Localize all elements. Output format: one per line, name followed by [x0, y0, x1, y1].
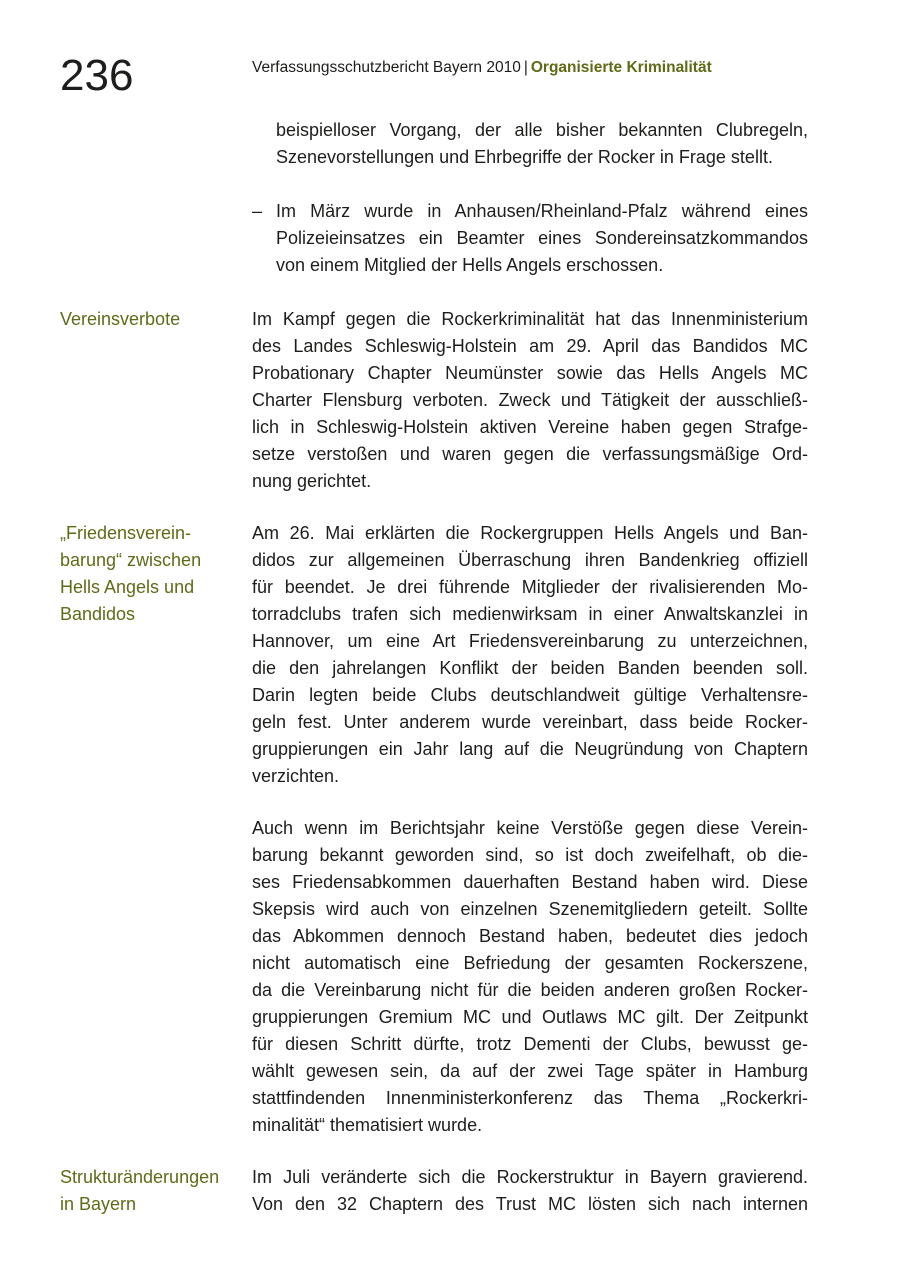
side-label-strukturaenderungen: [60, 1164, 245, 1218]
text-line: torradclubs trafen sich medienwirksam in einer Anwaltskanzlei in: [252, 604, 808, 624]
text-line: von einem Mitglied der Hells Angels erschossen.: [276, 255, 664, 275]
side-label-line: Strukturänderungen: [60, 1167, 220, 1187]
text-line: Hannover, um eine Art Friedensvereinbarung zu unterzeichnen,: [252, 631, 808, 651]
paragraph-vereinsverbote: [252, 306, 808, 495]
text-line: für beendet. Je drei führende Mitglieder der rivalisierenden Mo-: [252, 577, 808, 597]
text-line: stattfindenden Innenministerkonferenz das Thema „Rockerkri-: [252, 1088, 808, 1108]
text-line: verzichten.: [252, 766, 340, 786]
text-line: lich in Schleswig-Holstein aktiven Vereine haben gegen Strafge-: [252, 417, 808, 437]
header-separator: |: [523, 59, 528, 76]
text-line: die den jahrelangen Konflikt der beiden Banden beenden soll.: [252, 658, 808, 678]
dash-bullet: –: [252, 201, 263, 221]
running-head: [252, 58, 712, 78]
text-line: Im Kampf gegen die Rockerkriminalität hat das Innenministerium: [252, 309, 808, 329]
text-line: Charter Flensburg verboten. Zweck und Tätigkeit der ausschließ-: [252, 390, 808, 410]
text-line: Darin legten beide Clubs deutschlandweit gültige Verhaltensre-: [252, 685, 808, 705]
side-label-line: Bandidos: [60, 604, 136, 624]
continuation-paragraph: [276, 117, 808, 171]
side-label-line: in Bayern: [60, 1194, 137, 1214]
text-line: gruppierungen ein Jahr lang auf die Neugründung von Chaptern: [252, 739, 808, 759]
page-number: 236: [60, 51, 134, 100]
paragraph-friedensvereinbarung: [252, 520, 808, 790]
text-line: minalität“ thematisiert wurde.: [252, 1115, 483, 1135]
text-line: Auch wenn im Berichtsjahr keine Verstöße gegen diese Verein-: [252, 818, 808, 838]
text-line: barung bekannt geworden sind, so ist doch zweifelhaft, ob die-: [252, 845, 808, 865]
text-line: Szenevorstellungen und Ehrbegriffe der Rocker in Frage stellt.: [276, 147, 773, 167]
text-line: Von den 32 Chaptern des Trust MC lösten sich nach internen: [252, 1194, 808, 1214]
text-line: setze verstoßen und waren gegen die verfassungsmäßige Ord-: [252, 444, 808, 464]
text-line: Probationary Chapter Neumünster sowie das Hells Angels MC: [252, 363, 808, 383]
side-label-line: barung“ zwischen: [60, 550, 202, 570]
text-line: Skepsis wird auch von einzelnen Szenemitgliedern geteilt. Sollte: [252, 899, 808, 919]
side-label-friedensvereinbarung: [60, 520, 245, 628]
text-line: gruppierungen Gremium MC und Outlaws MC gilt. Der Zeitpunkt: [252, 1007, 808, 1027]
report-title: Verfassungsschutzbericht Bayern 2010: [252, 59, 521, 76]
side-label-vereinsverbote: [60, 306, 245, 333]
side-label-line: Vereinsverbote: [60, 309, 181, 329]
text-line: beispielloser Vorgang, der alle bisher bekannten Clubregeln,: [276, 120, 808, 140]
text-line: Polizeieinsatzes ein Beamter eines Sondereinsatzkommandos: [276, 228, 808, 248]
text-line: ses Friedensabkommen dauerhaften Bestand haben wird. Diese: [252, 872, 808, 892]
text-line: nung gerichtet.: [252, 471, 372, 491]
text-line: Im März wurde in Anhausen/Rheinland-Pfalz während eines: [276, 201, 808, 221]
text-line: Im Juli veränderte sich die Rockerstruktur in Bayern gravierend.: [252, 1167, 808, 1187]
section-title: Organisierte Kriminalität: [530, 59, 712, 76]
text-line: nicht automatisch eine Befriedung der gesamten Rockerszene,: [252, 953, 808, 973]
text-line: geln fest. Unter anderem wurde vereinbart, dass beide Rocker-: [252, 712, 808, 732]
text-line: didos zur allgemeinen Überraschung ihren Bandenkrieg offiziell: [252, 550, 808, 570]
paragraph-abkommen: [252, 815, 808, 1139]
text-line: Am 26. Mai erklärten die Rockergruppen Hells Angels und Ban-: [252, 523, 808, 543]
side-label-line: „Friedensverein-: [60, 523, 192, 543]
text-line: wählt gewesen sein, da auf der zwei Tage später in Hamburg: [252, 1061, 808, 1081]
text-line: da die Vereinbarung nicht für die beiden anderen großen Rocker-: [252, 980, 808, 1000]
text-line: für diesen Schritt dürfte, trotz Dementi der Clubs, bewusst ge-: [252, 1034, 808, 1054]
bullet-text: [276, 198, 808, 279]
side-label-line: Hells Angels und: [60, 577, 195, 597]
paragraph-strukturaenderungen: [252, 1164, 808, 1218]
text-line: das Abkommen dennoch Bestand haben, bedeutet dies jedoch: [252, 926, 808, 946]
text-line: des Landes Schleswig-Holstein am 29. April das Bandidos MC: [252, 336, 808, 356]
